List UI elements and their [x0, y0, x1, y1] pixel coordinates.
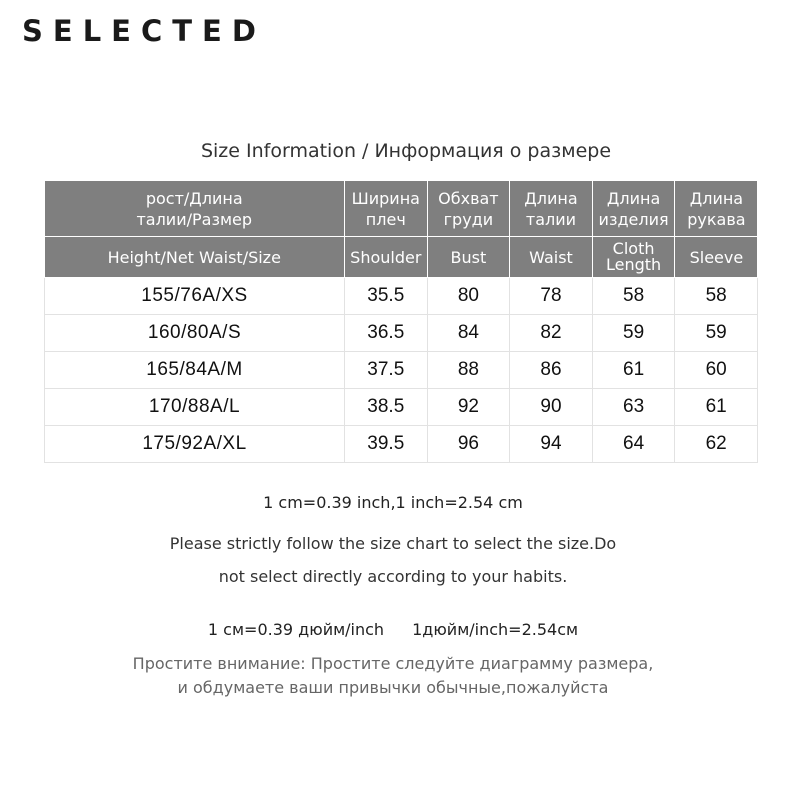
page-title: Size Information / Информация о размере: [200, 140, 612, 162]
waist-cell: 82: [510, 315, 593, 352]
sleeve-cell: 61: [675, 389, 758, 426]
brand-logo: SELECTED: [22, 14, 266, 48]
shoulder-cell: 35.5: [345, 278, 428, 315]
waist-cell: 94: [510, 426, 593, 463]
header-waist-ru: Длина талии: [510, 181, 593, 237]
shoulder-cell: 37.5: [345, 352, 428, 389]
table-row: [45, 315, 758, 352]
waist-cell: 78: [510, 278, 593, 315]
sleeve-cell: 59: [675, 315, 758, 352]
table-row: [45, 278, 758, 315]
length-cell: 59: [592, 315, 675, 352]
bust-cell: 92: [427, 389, 510, 426]
bust-cell: 88: [427, 352, 510, 389]
bust-cell: 96: [427, 426, 510, 463]
size-cell: 160/80A/S: [45, 315, 345, 352]
table-row: [45, 389, 758, 426]
bust-cell: 84: [427, 315, 510, 352]
size-cell: 175/92A/XL: [45, 426, 345, 463]
size-cell: 170/88A/L: [45, 389, 345, 426]
conversion-note-ru: [0, 620, 786, 639]
size-cell: 165/84A/M: [45, 352, 345, 389]
length-cell: 63: [592, 389, 675, 426]
waist-cell: 90: [510, 389, 593, 426]
conversion-ru-inch: 1дюйм/inch=2.54см: [412, 620, 579, 639]
size-advice-ru-line-1: Простите внимание: Простите следуйте диаграмму размера,: [132, 654, 654, 673]
shoulder-cell: 36.5: [345, 315, 428, 352]
header-length-ru: Длина изделия: [592, 181, 675, 237]
size-advice-line-2: not select directly according to your habits.: [218, 567, 568, 586]
sleeve-cell: 62: [675, 426, 758, 463]
header-length-en: Cloth Length: [592, 237, 675, 278]
size-table: [44, 181, 758, 463]
header-row-en: [45, 237, 758, 278]
table-row: [45, 352, 758, 389]
header-waist-en: Waist: [510, 237, 593, 278]
conversion-ru-cm: 1 см=0.39 дюйм/inch: [207, 620, 385, 639]
header-sleeve-ru: Длина рукава: [675, 181, 758, 237]
header-row-ru: [45, 181, 758, 237]
header-sleeve-en: Sleeve: [675, 237, 758, 278]
header-shoulder-en: Shoulder: [345, 237, 428, 278]
header-bust-en: Bust: [427, 237, 510, 278]
header-size-en: Height/Net Waist/Size: [45, 237, 345, 278]
waist-cell: 86: [510, 352, 593, 389]
sleeve-cell: 60: [675, 352, 758, 389]
length-cell: 58: [592, 278, 675, 315]
table-row: [45, 426, 758, 463]
header-bust-ru: Обхват груди: [427, 181, 510, 237]
conversion-note-en: 1 cm=0.39 inch,1 inch=2.54 cm: [263, 493, 523, 512]
header-size-ru: рост/Длина талии/Размер: [45, 181, 345, 237]
sleeve-cell: 58: [675, 278, 758, 315]
size-advice-ru-line-2: и обдумаете ваши привычки обычные,пожалуйста: [177, 678, 609, 697]
length-cell: 64: [592, 426, 675, 463]
size-advice-line-1: Please strictly follow the size chart to select the size.Do: [169, 534, 617, 553]
shoulder-cell: 38.5: [345, 389, 428, 426]
size-cell: 155/76A/XS: [45, 278, 345, 315]
bust-cell: 80: [427, 278, 510, 315]
length-cell: 61: [592, 352, 675, 389]
header-shoulder-ru: Ширина плеч: [345, 181, 428, 237]
shoulder-cell: 39.5: [345, 426, 428, 463]
